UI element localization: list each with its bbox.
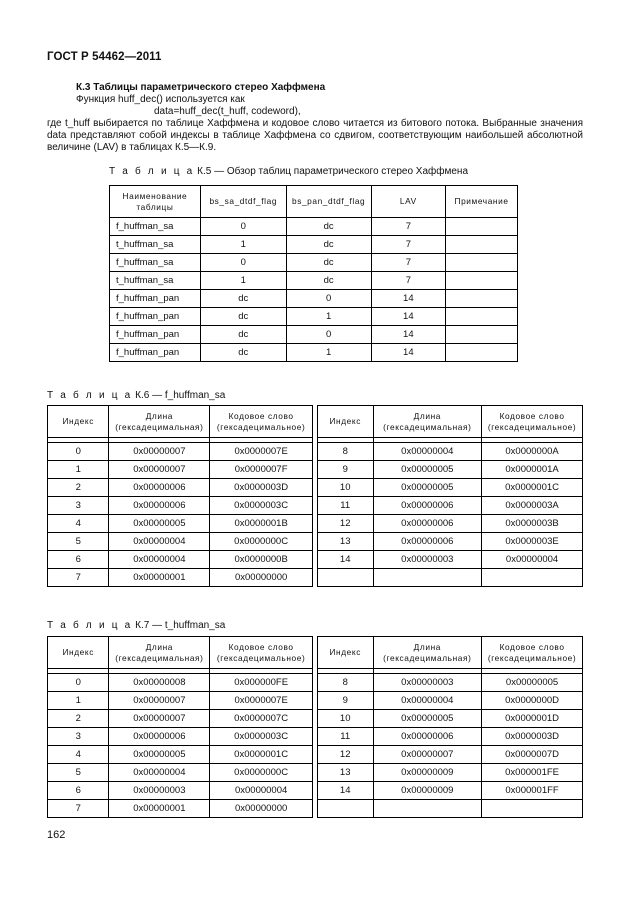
paragraph-formula: data=huff_dec(t_huff, codeword), [154, 106, 301, 117]
table-cell: 0x00000003 [109, 782, 210, 800]
table-cell: 0x0000007E [210, 692, 313, 710]
table-cell [373, 800, 482, 818]
table-cell: 0x0000000A [482, 443, 583, 461]
table-cell: 0x0000003C [210, 728, 313, 746]
table-cell: 0x0000003E [482, 533, 583, 551]
table-cell: 0x0000003A [482, 497, 583, 515]
table-cell: dc [286, 272, 371, 290]
table-cell [446, 326, 518, 344]
table-k6-header: Индекс [317, 406, 373, 438]
table-row [48, 569, 583, 587]
table-cell: t_huffman_sa [110, 236, 201, 254]
paragraph-1: Функция huff_dec() используется как [76, 94, 245, 105]
table-cell: 0x0000000B [210, 551, 313, 569]
table-cell: 7 [48, 569, 109, 587]
table-cell: 0x00000009 [373, 782, 482, 800]
table-cell: 0x00000006 [109, 479, 210, 497]
table-cell: 13 [317, 764, 373, 782]
table-cell: 0x000000FE [210, 674, 313, 692]
table-cell: 0x000001FF [482, 782, 583, 800]
table-cell: 0x00000007 [109, 692, 210, 710]
table-cell: 0x0000000D [482, 692, 583, 710]
table-row [48, 782, 583, 800]
table-cell: 2 [48, 710, 109, 728]
table-cell: 12 [317, 515, 373, 533]
table-cell: 0 [286, 290, 371, 308]
table-cell: 0x00000006 [373, 515, 482, 533]
table-cell: 8 [317, 443, 373, 461]
table-k6-caption-text: К.6 — f_huffman_sa [135, 390, 226, 401]
table-row [48, 728, 583, 746]
table-k6-caption [47, 390, 225, 401]
table-k5-header: bs_pan_dtdf_flag [286, 186, 371, 218]
table-cell: 0x00000006 [373, 497, 482, 515]
table-cell: 0x0000001A [482, 461, 583, 479]
table-cell: 0x0000000C [210, 764, 313, 782]
table-cell: f_huffman_pan [110, 344, 201, 362]
table-cell: 1 [200, 236, 286, 254]
table-cell: 0x00000007 [109, 461, 210, 479]
table-row [110, 254, 518, 272]
table-cell: 7 [371, 236, 446, 254]
table-cell: 0x00000006 [373, 728, 482, 746]
table-cell: 0x00000005 [109, 515, 210, 533]
table-cell: 0x00000004 [109, 764, 210, 782]
table-cell: 0x00000004 [373, 443, 482, 461]
table-k6-header: Индекс [48, 406, 109, 438]
table-cell: 0x00000007 [109, 710, 210, 728]
table-k6-header: Длина (гексадецимальная) [373, 406, 482, 438]
table-cell: dc [200, 344, 286, 362]
table-cell: 0 [200, 254, 286, 272]
table-cell: 14 [371, 308, 446, 326]
table-cell: f_huffman_sa [110, 218, 201, 236]
table-k6-header: Кодовое слово (гексадецимальное) [210, 406, 313, 438]
table-cell: 12 [317, 746, 373, 764]
table-cell: 0x0000001B [210, 515, 313, 533]
table-cell [317, 569, 373, 587]
table-k7-header: Индекс [48, 637, 109, 669]
table-row [48, 551, 583, 569]
table-cell: f_huffman_pan [110, 308, 201, 326]
table-cell: dc [286, 236, 371, 254]
table-row [110, 236, 518, 254]
table-cell: 0x0000001D [482, 710, 583, 728]
table-k7-header: Длина (гексадецимальная) [109, 637, 210, 669]
table-cell: t_huffman_sa [110, 272, 201, 290]
table-cell: 0x00000005 [373, 479, 482, 497]
table-cell [446, 218, 518, 236]
table-cell: 0x0000007C [210, 710, 313, 728]
table-cell: 0x000001FE [482, 764, 583, 782]
table-cell: 1 [200, 272, 286, 290]
table-cell: 10 [317, 479, 373, 497]
table-k7-caption-text: К.7 — t_huffman_sa [135, 620, 226, 631]
table-cell: 14 [371, 290, 446, 308]
table-cell: f_huffman_pan [110, 290, 201, 308]
table-row [48, 479, 583, 497]
table-cell: 0x00000004 [482, 551, 583, 569]
table-row [110, 218, 518, 236]
table-cell: 0x00000006 [373, 533, 482, 551]
table-k5-header: Примечание [446, 186, 518, 218]
table-cell: 0x00000005 [109, 746, 210, 764]
table-cell: 0x0000001C [210, 746, 313, 764]
table-cell: 7 [48, 800, 109, 818]
table-cell [482, 800, 583, 818]
table-row [48, 497, 583, 515]
table-cell: dc [200, 290, 286, 308]
table-cell: 4 [48, 746, 109, 764]
table-cell [446, 308, 518, 326]
table-cell: 0x00000000 [210, 800, 313, 818]
table-k5-header: bs_sa_dtdf_flag [200, 186, 286, 218]
table-k6 [47, 405, 583, 587]
table-k5-caption [109, 166, 468, 177]
table-cell: 9 [317, 461, 373, 479]
table-cell: 8 [317, 674, 373, 692]
table-k5-caption-prefix: Т а б л и ц а [109, 166, 195, 177]
paragraph-body: где t_huff выбирается по таблице Хаффмена и кодовое слово читается из битового потока. Выбранные значения data представляют собой индексы в таблице Хаффмена со сдвигом, соответствующим наибольшей абсолютной величине (LAV) в таблицах К.5—К.9. [47, 118, 583, 153]
table-row [48, 461, 583, 479]
table-k5-header: LAV [371, 186, 446, 218]
table-k6-caption-prefix: Т а б л и ц а [47, 390, 133, 401]
table-cell: dc [286, 218, 371, 236]
table-row [48, 692, 583, 710]
table-cell: 0 [286, 326, 371, 344]
table-cell: 0x00000007 [373, 746, 482, 764]
table-cell: dc [286, 254, 371, 272]
table-cell: 0x00000005 [373, 710, 482, 728]
table-row [110, 272, 518, 290]
table-row [110, 290, 518, 308]
table-cell: 0x0000003D [210, 479, 313, 497]
table-cell [446, 254, 518, 272]
table-cell: 0x0000007D [482, 746, 583, 764]
table-cell [317, 800, 373, 818]
table-row [48, 443, 583, 461]
table-cell: 0x00000006 [109, 497, 210, 515]
table-cell: 0x0000001C [482, 479, 583, 497]
table-cell: 5 [48, 533, 109, 551]
table-k5-header: Наименование таблицы [110, 186, 201, 218]
table-cell: 0x00000004 [210, 782, 313, 800]
table-cell: 0x00000008 [109, 674, 210, 692]
table-cell: 14 [317, 551, 373, 569]
table-cell: 0x00000005 [373, 461, 482, 479]
table-cell: 1 [48, 461, 109, 479]
table-k6-header: Длина (гексадецимальная) [109, 406, 210, 438]
table-cell: 0x0000000C [210, 533, 313, 551]
table-cell: 1 [286, 344, 371, 362]
table-cell [446, 272, 518, 290]
table-cell: 7 [371, 254, 446, 272]
table-cell: 0 [200, 218, 286, 236]
table-cell: 0x00000003 [373, 551, 482, 569]
table-row [110, 344, 518, 362]
table-row [48, 674, 583, 692]
table-cell: 7 [371, 218, 446, 236]
table-cell: 2 [48, 479, 109, 497]
page-number: 162 [47, 829, 66, 841]
table-cell: 3 [48, 728, 109, 746]
table-cell [446, 344, 518, 362]
section-title: К.3 Таблицы параметрического стерео Хаффмена [76, 82, 326, 93]
table-cell [446, 236, 518, 254]
table-cell: 14 [371, 344, 446, 362]
table-cell: 0 [48, 443, 109, 461]
table-cell: 13 [317, 533, 373, 551]
table-k7-header: Длина (гексадецимальная) [373, 637, 482, 669]
table-cell: 0x00000003 [373, 674, 482, 692]
table-k7 [47, 636, 583, 818]
table-cell [482, 569, 583, 587]
table-row [48, 800, 583, 818]
table-cell: dc [200, 326, 286, 344]
table-row [48, 746, 583, 764]
table-cell: 0x0000003D [482, 728, 583, 746]
table-k7-caption-prefix: Т а б л и ц а [47, 620, 133, 631]
table-row [110, 326, 518, 344]
table-cell: f_huffman_pan [110, 326, 201, 344]
table-cell: 0x00000001 [109, 800, 210, 818]
document-header: ГОСТ Р 54462—2011 [47, 51, 162, 63]
table-cell: 0x00000004 [373, 692, 482, 710]
table-cell [373, 569, 482, 587]
table-cell: dc [200, 308, 286, 326]
table-cell: 3 [48, 497, 109, 515]
table-k7-header: Кодовое слово (гексадецимальное) [482, 637, 583, 669]
table-cell: 0x0000007E [210, 443, 313, 461]
table-k5 [109, 185, 518, 362]
table-cell: 7 [371, 272, 446, 290]
table-cell: 14 [317, 782, 373, 800]
table-cell: 11 [317, 497, 373, 515]
table-cell: 6 [48, 782, 109, 800]
table-cell: 5 [48, 764, 109, 782]
table-cell: 0x0000007F [210, 461, 313, 479]
table-cell: 0x00000001 [109, 569, 210, 587]
table-cell: 0x0000003B [482, 515, 583, 533]
table-cell: 1 [48, 692, 109, 710]
table-cell: 1 [286, 308, 371, 326]
table-row [48, 533, 583, 551]
table-cell: 0x00000000 [210, 569, 313, 587]
table-row [48, 764, 583, 782]
table-cell: 0x00000006 [109, 728, 210, 746]
table-cell: 0x00000004 [109, 533, 210, 551]
table-k7-caption [47, 620, 225, 631]
table-cell: 0x00000005 [482, 674, 583, 692]
table-cell: 0x00000007 [109, 443, 210, 461]
table-cell: 14 [371, 326, 446, 344]
table-cell: f_huffman_sa [110, 254, 201, 272]
table-row [110, 308, 518, 326]
table-cell: 0x0000003C [210, 497, 313, 515]
table-k6-header: Кодовое слово (гексадецимальное) [482, 406, 583, 438]
table-cell: 4 [48, 515, 109, 533]
table-k7-header: Индекс [317, 637, 373, 669]
table-cell: 11 [317, 728, 373, 746]
table-cell: 6 [48, 551, 109, 569]
table-row [48, 710, 583, 728]
table-k5-caption-text: К.5 — Обзор таблиц параметрического стерео Хаффмена [197, 166, 469, 177]
table-k7-header: Кодовое слово (гексадецимальное) [210, 637, 313, 669]
table-cell: 10 [317, 710, 373, 728]
table-cell: 0x00000009 [373, 764, 482, 782]
table-cell [446, 290, 518, 308]
table-cell: 9 [317, 692, 373, 710]
table-cell: 0 [48, 674, 109, 692]
table-row [48, 515, 583, 533]
table-cell: 0x00000004 [109, 551, 210, 569]
